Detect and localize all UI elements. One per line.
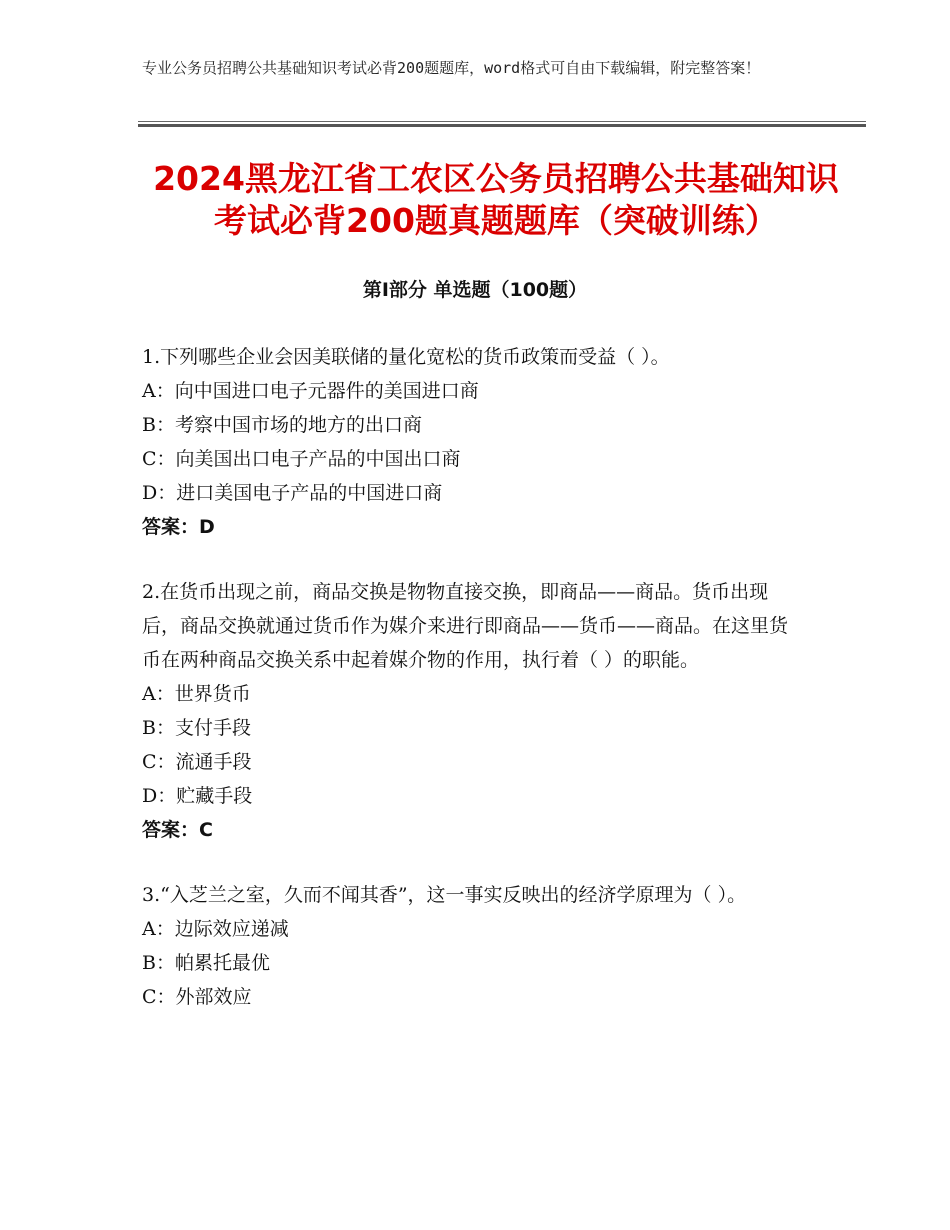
option-c: C：外部效应 [142, 986, 252, 1008]
question-3 [142, 878, 802, 1014]
section-heading: 第Ⅰ部分 单选题（100题） [362, 279, 588, 301]
question-stem: 1.下列哪些企业会因美联储的量化宽松的货币政策而受益（ ）。 [142, 346, 670, 368]
answer-label: 答案：D [142, 516, 215, 538]
option-a: A：向中国进口电子元器件的美国进口商 [142, 380, 479, 402]
answer-label: 答案：C [142, 819, 213, 841]
question-stem: 3.“入芝兰之室，久而不闻其香”，这一事实反映出的经济学原理为（ ）。 [142, 884, 747, 906]
question-stem: 2.在货币出现之前，商品交换是物物直接交换，即商品——商品。货币出现后，商品交换就通过货币作为媒介来进行即商品——货币——商品。在这里货币在两种商品交换关系中起着媒介物的作用，执行着（ ）的职能。 [142, 581, 789, 671]
question-2 [142, 575, 802, 847]
option-b: B：考察中国市场的地方的出口商 [142, 414, 422, 436]
option-b: B：帕累托最优 [142, 952, 270, 974]
option-d: D：贮藏手段 [142, 785, 253, 807]
document-title: 2024黑龙江省工农区公务员招聘公共基础知识考试必背200题真题题库（突破训练） [153, 159, 839, 240]
option-d: D：进口美国电子产品的中国进口商 [142, 482, 443, 504]
question-1 [142, 340, 802, 544]
option-b: B：支付手段 [142, 717, 251, 739]
question-list [142, 340, 802, 1045]
option-c: C：向美国出口电子产品的中国出口商 [142, 448, 461, 470]
header-divider-thin [138, 121, 866, 122]
option-a: A：世界货币 [142, 683, 251, 705]
header-divider-thick [138, 124, 866, 127]
header-note: 专业公务员招聘公共基础知识考试必背200题题库，word格式可自由下载编辑，附完整答案！ [142, 59, 761, 77]
option-c: C：流通手段 [142, 751, 252, 773]
option-a: A：边际效应递减 [142, 918, 289, 940]
